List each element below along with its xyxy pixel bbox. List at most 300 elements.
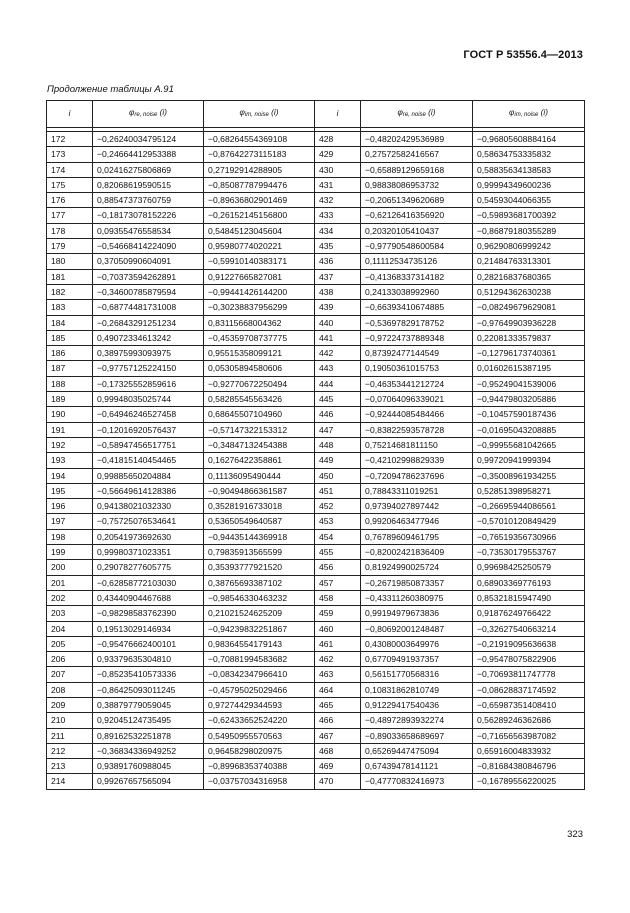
cell-i-left: 212 [47,743,93,758]
cell-im-left: 0,21021524625209 [204,606,315,621]
cell-i-left: 189 [47,392,93,407]
cell-im-left: 0,38765693387102 [204,575,315,590]
cell-im-left: −0,68264554369108 [204,132,315,147]
col-im-left-arg: (i) [271,108,279,117]
table-row [47,774,585,789]
table-row [47,713,585,728]
cell-i-left: 195 [47,483,93,498]
cell-re-left: −0,85235410573336 [93,667,204,682]
cell-re-right: −0,48202429536989 [361,132,473,147]
cell-im-left: −0,87642273115183 [204,147,315,162]
cell-i-left: 199 [47,545,93,560]
cell-i-right: 458 [315,590,361,605]
cell-i-right: 443 [315,361,361,376]
cell-re-left: 0,20541973692630 [93,529,204,544]
cell-im-left: 0,96458298020975 [204,743,315,758]
table-row [47,162,585,177]
cell-i-left: 183 [47,300,93,315]
cell-re-right: 0,65269447475094 [361,743,473,758]
cell-re-left: 0,02416275806869 [93,162,204,177]
table-row [47,697,585,712]
cell-i-left: 174 [47,162,93,177]
cell-im-left: −0,45359708737775 [204,330,315,345]
cell-i-left: 211 [47,728,93,743]
cell-im-left: −0,94435144369918 [204,529,315,544]
cell-im-left: −0,08342347966410 [204,667,315,682]
cell-i-right: 468 [315,743,361,758]
cell-im-right: −0,70693811747778 [473,667,585,682]
cell-re-right: −0,89033658689697 [361,728,473,743]
cell-re-left: 0,37050990604091 [93,254,204,269]
cell-im-left: 0,54950955570563 [204,728,315,743]
cell-im-right: 0,85321815947490 [473,590,585,605]
cell-re-right: 0,19050361015753 [361,361,473,376]
table-row [47,147,585,162]
table-row [47,759,585,774]
cell-i-right: 439 [315,300,361,315]
cell-im-left: 0,16276422358861 [204,453,315,468]
cell-i-left: 176 [47,193,93,208]
cell-i-right: 452 [315,499,361,514]
cell-im-left: 0,83115668004362 [204,315,315,330]
table-row [47,453,585,468]
cell-im-left: 0,35281916733018 [204,499,315,514]
table-caption: Продолжение таблицы А.91 [47,84,174,95]
col-im-left-sym: φ [239,108,245,117]
col-im-right [473,101,585,128]
cell-re-left: 0,19513029146934 [93,621,204,636]
cell-re-left: 0,89162532251878 [93,728,204,743]
cell-re-left: −0,12016920576437 [93,422,204,437]
cell-i-left: 213 [47,759,93,774]
table-header-row [47,101,585,128]
cell-i-right: 440 [315,315,361,330]
cell-re-left: −0,17325552859616 [93,376,204,391]
cell-re-right: −0,20651349620689 [361,193,473,208]
cell-im-left: −0,59910140383171 [204,254,315,269]
col-re-left [93,101,204,128]
cell-i-right: 454 [315,529,361,544]
cell-im-left: 0,53650549640587 [204,514,315,529]
cell-i-left: 203 [47,606,93,621]
col-re-right-sym: φ [397,108,403,117]
cell-im-right: −0,94479803205886 [473,392,585,407]
cell-re-right: −0,42102998829339 [361,453,473,468]
cell-re-right: 0,27572582416567 [361,147,473,162]
cell-im-right: 0,58634753335832 [473,147,585,162]
cell-im-left: −0,62433652524220 [204,713,315,728]
table-row [47,529,585,544]
cell-i-left: 182 [47,284,93,299]
cell-i-left: 207 [47,667,93,682]
cell-i-right: 441 [315,330,361,345]
table-row [47,468,585,483]
cell-im-left: −0,92770672250494 [204,376,315,391]
cell-re-right: 0,67439478141121 [361,759,473,774]
cell-i-right: 459 [315,606,361,621]
col-im-left [204,101,315,128]
cell-im-left: 0,58285545563426 [204,392,315,407]
cell-re-right: −0,97224737889348 [361,330,473,345]
cell-im-left: 0,91227665827081 [204,269,315,284]
page-number: 323 [567,829,583,840]
cell-i-left: 186 [47,346,93,361]
table-row [47,667,585,682]
table-row [47,239,585,254]
table-row [47,652,585,667]
cell-im-right: 0,22081333579837 [473,330,585,345]
cell-re-left: 0,82068619590515 [93,177,204,192]
cell-re-left: 0,99948035025744 [93,392,204,407]
cell-im-right: −0,12796173740361 [473,346,585,361]
cell-im-left: −0,03757034316958 [204,774,315,789]
cell-re-right: −0,53697829178752 [361,315,473,330]
cell-i-left: 208 [47,682,93,697]
cell-im-left: 0,11136095490444 [204,468,315,483]
cell-re-right: −0,26719850873357 [361,575,473,590]
cell-im-right: −0,26695944086561 [473,499,585,514]
cell-re-right: 0,81924990025724 [361,560,473,575]
cell-i-right: 456 [315,560,361,575]
cell-im-left: −0,94239832251867 [204,621,315,636]
cell-i-right: 446 [315,407,361,422]
cell-re-right: 0,43080003649976 [361,636,473,651]
cell-im-right: 0,21484763313301 [473,254,585,269]
cell-im-right: 0,96290806999242 [473,239,585,254]
col-re-left-arg: (i) [159,108,167,117]
cell-re-left: 0,99885650204884 [93,468,204,483]
cell-i-left: 206 [47,652,93,667]
cell-i-left: 175 [47,177,93,192]
cell-i-right: 455 [315,545,361,560]
col-re-left-sub: re, noise [134,112,158,118]
col-im-right-arg: (i) [540,108,548,117]
table-row [47,254,585,269]
col-i-right: i [315,101,361,128]
cell-im-left: 0,97274429344593 [204,697,315,712]
cell-im-right: −0,81684380846796 [473,759,585,774]
table-row [47,361,585,376]
cell-im-right: −0,10457590187436 [473,407,585,422]
cell-re-left: −0,70373594262891 [93,269,204,284]
cell-i-right: 453 [315,514,361,529]
cell-i-left: 191 [47,422,93,437]
table-row [47,193,585,208]
cell-im-left: −0,85087787994476 [204,177,315,192]
cell-i-right: 432 [315,193,361,208]
cell-i-left: 194 [47,468,93,483]
table-row [47,560,585,575]
cell-im-left: −0,57147322153312 [204,422,315,437]
cell-im-right: −0,71656563987082 [473,728,585,743]
table-row [47,269,585,284]
cell-im-right: −0,86879180355289 [473,223,585,238]
table-row [47,284,585,299]
cell-i-right: 470 [315,774,361,789]
cell-re-right: −0,43311260380975 [361,590,473,605]
cell-i-right: 463 [315,667,361,682]
cell-re-right: −0,46353441212724 [361,376,473,391]
cell-re-right: 0,97394027897442 [361,499,473,514]
cell-re-left: −0,95476662400101 [93,636,204,651]
table-row [47,590,585,605]
cell-i-right: 460 [315,621,361,636]
table-row [47,545,585,560]
cell-im-left: −0,98546330463232 [204,590,315,605]
cell-i-right: 437 [315,269,361,284]
cell-im-right: −0,08628837174592 [473,682,585,697]
cell-re-left: 0,93891760988045 [93,759,204,774]
cell-i-left: 179 [47,239,93,254]
cell-im-right: −0,97649903936228 [473,315,585,330]
cell-i-right: 462 [315,652,361,667]
cell-re-right: −0,66393410674885 [361,300,473,315]
cell-i-left: 192 [47,437,93,452]
cell-i-left: 180 [47,254,93,269]
cell-im-right: 0,52851398958271 [473,483,585,498]
cell-im-right: −0,57010120849429 [473,514,585,529]
col-re-right-arg: (i) [428,108,436,117]
cell-re-left: −0,68774481731008 [93,300,204,315]
cell-re-left: 0,94138021032330 [93,499,204,514]
cell-im-left: −0,45795025029466 [204,682,315,697]
cell-i-left: 178 [47,223,93,238]
cell-re-right: −0,47770832416973 [361,774,473,789]
cell-i-left: 193 [47,453,93,468]
cell-im-right: −0,76519356730966 [473,529,585,544]
cell-i-right: 466 [315,713,361,728]
cell-im-left: −0,89636802901469 [204,193,315,208]
cell-im-left: 0,95515358099121 [204,346,315,361]
cell-i-right: 434 [315,223,361,238]
cell-im-left: 0,35393777921520 [204,560,315,575]
cell-i-left: 198 [47,529,93,544]
table-row [47,132,585,147]
cell-i-right: 451 [315,483,361,498]
cell-im-left: −0,30238837956299 [204,300,315,315]
cell-im-right: −0,95249041539006 [473,376,585,391]
cell-im-right: 0,91876249766422 [473,606,585,621]
cell-re-right: 0,98838086953732 [361,177,473,192]
table-row [47,621,585,636]
cell-i-right: 469 [315,759,361,774]
cell-i-left: 201 [47,575,93,590]
cell-re-left: 0,29078277605775 [93,560,204,575]
cell-im-right: −0,35008961934255 [473,468,585,483]
cell-re-right: 0,99194979673836 [361,606,473,621]
col-i-left: i [47,101,93,128]
table-row [47,392,585,407]
cell-im-right: −0,99955681042665 [473,437,585,452]
col-re-right-sub: re, noise [402,112,426,118]
cell-re-right: −0,80692001248487 [361,621,473,636]
cell-re-right: 0,87392477144549 [361,346,473,361]
cell-re-left: −0,86425093011245 [93,682,204,697]
cell-i-left: 209 [47,697,93,712]
cell-im-right: −0,59893681700392 [473,208,585,223]
cell-i-left: 181 [47,269,93,284]
cell-i-right: 438 [315,284,361,299]
table-row [47,682,585,697]
cell-re-left: −0,98298583762390 [93,606,204,621]
cell-im-right: −0,08249679629081 [473,300,585,315]
cell-re-left: −0,58947456517751 [93,437,204,452]
cell-i-left: 177 [47,208,93,223]
cell-im-left: −0,34847132454388 [204,437,315,452]
table-body [47,128,585,790]
cell-re-right: −0,97790548600584 [361,239,473,254]
cell-i-right: 445 [315,392,361,407]
cell-i-left: 190 [47,407,93,422]
cell-re-left: −0,26843291251234 [93,315,204,330]
cell-im-left: −0,70881994583682 [204,652,315,667]
cell-im-right: 0,51294362630238 [473,284,585,299]
cell-im-left: 0,95980774020221 [204,239,315,254]
cell-re-right: −0,65889129659168 [361,162,473,177]
cell-re-left: 0,99267657565094 [93,774,204,789]
cell-im-right: 0,99698425250579 [473,560,585,575]
cell-i-left: 214 [47,774,93,789]
cell-i-left: 196 [47,499,93,514]
cell-re-right: 0,24133038992960 [361,284,473,299]
table-row [47,208,585,223]
cell-im-left: 0,27192914288905 [204,162,315,177]
cell-re-left: 0,49072334613242 [93,330,204,345]
cell-im-right: 0,99994349600236 [473,177,585,192]
cell-i-left: 202 [47,590,93,605]
cell-i-right: 433 [315,208,361,223]
cell-i-left: 204 [47,621,93,636]
cell-re-left: −0,36834336949252 [93,743,204,758]
cell-im-right: −0,96805608884164 [473,132,585,147]
cell-im-right: 0,58835634138583 [473,162,585,177]
table-row [47,514,585,529]
cell-i-right: 430 [315,162,361,177]
cell-i-right: 435 [315,239,361,254]
data-table [46,100,585,790]
col-im-right-sym: φ [509,108,515,117]
table-row [47,346,585,361]
cell-im-right: 0,01602615387195 [473,361,585,376]
cell-i-right: 444 [315,376,361,391]
cell-re-left: −0,75725076534641 [93,514,204,529]
cell-re-left: −0,62858772103030 [93,575,204,590]
cell-im-right: 0,54593044066355 [473,193,585,208]
col-re-left-sym: φ [129,108,135,117]
cell-re-left: −0,41815140454465 [93,453,204,468]
cell-re-left: 0,09355476558534 [93,223,204,238]
table-row [47,483,585,498]
cell-re-right: −0,92444085484466 [361,407,473,422]
cell-i-right: 431 [315,177,361,192]
cell-i-left: 173 [47,147,93,162]
cell-re-left: −0,18173078152226 [93,208,204,223]
cell-im-right: −0,95478075822906 [473,652,585,667]
cell-re-right: 0,10831862810749 [361,682,473,697]
cell-im-right: −0,21919095636638 [473,636,585,651]
table-row [47,636,585,651]
cell-re-left: 0,38975993093975 [93,346,204,361]
cell-i-right: 449 [315,453,361,468]
cell-re-right: 0,78843311019251 [361,483,473,498]
cell-im-left: −0,26152145156800 [204,208,315,223]
cell-re-right: 0,91229417540436 [361,697,473,712]
col-im-left-sub: im, noise [244,112,269,118]
cell-im-right: 0,56289246362686 [473,713,585,728]
cell-re-right: −0,83822593578728 [361,422,473,437]
table-row [47,177,585,192]
cell-i-right: 465 [315,697,361,712]
cell-re-right: 0,76789609461795 [361,529,473,544]
cell-i-left: 172 [47,132,93,147]
cell-i-right: 461 [315,636,361,651]
cell-re-right: 0,20320105410437 [361,223,473,238]
cell-im-left: 0,54845123045604 [204,223,315,238]
cell-re-right: −0,62126416356920 [361,208,473,223]
cell-i-left: 197 [47,514,93,529]
cell-re-right: 0,56151770568316 [361,667,473,682]
cell-re-left: −0,54668414224090 [93,239,204,254]
cell-i-right: 450 [315,468,361,483]
cell-im-left: −0,89968353740388 [204,759,315,774]
cell-re-left: 0,92045124735495 [93,713,204,728]
cell-re-left: −0,64946246527458 [93,407,204,422]
cell-re-left: 0,93379635304810 [93,652,204,667]
cell-i-left: 185 [47,330,93,345]
cell-i-right: 442 [315,346,361,361]
table-row [47,376,585,391]
cell-re-right: 0,99206463477946 [361,514,473,529]
cell-i-left: 187 [47,361,93,376]
cell-re-right: −0,72094786237696 [361,468,473,483]
cell-im-right: −0,16789556220025 [473,774,585,789]
table-row [47,300,585,315]
table-row [47,743,585,758]
cell-re-left: 0,88547373760759 [93,193,204,208]
cell-i-right: 429 [315,147,361,162]
cell-im-right: 0,28216837680365 [473,269,585,284]
cell-i-left: 200 [47,560,93,575]
cell-re-left: −0,97757125224150 [93,361,204,376]
standard-header: ГОСТ Р 53556.4—2013 [463,49,583,61]
cell-i-right: 436 [315,254,361,269]
cell-re-right: −0,41368337314182 [361,269,473,284]
cell-im-left: 0,98364554179143 [204,636,315,651]
cell-re-left: 0,99980371023351 [93,545,204,560]
table-row [47,330,585,345]
cell-re-right: 0,67709491937357 [361,652,473,667]
cell-i-right: 428 [315,132,361,147]
col-im-right-sub: im, noise [514,112,539,118]
cell-re-right: −0,07064096339021 [361,392,473,407]
cell-i-right: 448 [315,437,361,452]
table-row [47,575,585,590]
cell-i-right: 447 [315,422,361,437]
table-row [47,315,585,330]
table-row [47,728,585,743]
cell-re-right: −0,82002421836409 [361,545,473,560]
cell-re-left: −0,34600785879594 [93,284,204,299]
cell-im-left: −0,99441426144200 [204,284,315,299]
cell-im-left: 0,68645507104960 [204,407,315,422]
table-row [47,606,585,621]
table-row [47,422,585,437]
cell-re-left: 0,38879779059045 [93,697,204,712]
cell-re-left: −0,24664412953388 [93,147,204,162]
table-row [47,499,585,514]
cell-i-left: 205 [47,636,93,651]
table-row [47,407,585,422]
